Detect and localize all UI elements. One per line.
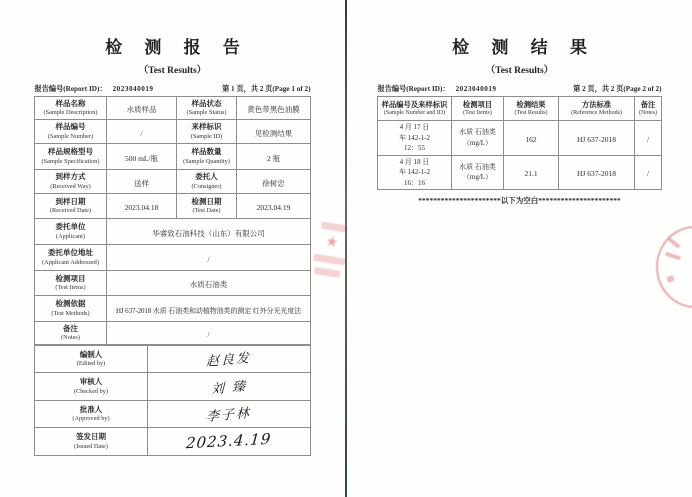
header-notes: 备注 (Notes) [635,97,662,121]
signature-edited-by: 赵良发 [148,346,311,373]
right-meta-row [378,84,662,94]
table-row [35,170,311,194]
seal-text-mark [321,222,345,233]
cell-note: / [635,155,662,190]
label-sample-status: 样品状态 (Sample Status) [177,97,237,120]
label-test-methods: 检测依据 (Test Methods) [35,296,107,322]
value-test-methods: HJ 637-2018 水质 石油类和动植物油类的测定 红外分光光度法 [107,296,311,322]
report-id [35,84,154,94]
cell-test-item: 水质 石油类 （mg/L） [452,121,504,156]
label-received-date: 到样日期 (Received Date) [35,194,107,219]
sample-info-table [34,96,311,345]
left-page-subtitle: （Test Results） [138,66,207,76]
right-page-number: 第 2 页，共 2 页(Page 2 of 2) [573,85,662,93]
value-received-way: 送样 [107,170,177,194]
table-row [35,401,311,428]
results-header-row [378,97,662,121]
table-row [35,271,311,296]
report-id-value: 2023040019 [112,85,154,93]
label-sample-quantity: 样品数量 (Sample Quantity) [177,144,237,170]
value-sample-number: / [107,120,177,144]
signature-table [34,345,311,456]
result-row [378,121,662,156]
seal-text-mark [667,237,680,249]
seal-star-icon: ★ [324,234,340,252]
right-page-subtitle: （Test Results） [485,66,554,76]
label-sample-id: 来样标识 (Sample ID) [177,120,237,144]
seal-text-mark [665,252,681,261]
table-row [35,97,311,120]
label-sample-description: 样品名称 (Sample Description) [35,97,107,120]
label-issued-date: 签发日期 (Issued Date) [35,428,148,456]
red-seal-fragment-right [656,226,692,308]
value-applicant: 华睿致石油科技（山东）有限公司 [107,219,311,245]
cell-sample-id: 4 月 17 日 车 142-1-2 12：55 [378,121,452,156]
table-row [35,245,311,271]
table-row [35,322,311,345]
cell-method: HJ 637-2018 [559,121,635,156]
value-notes: / [107,322,311,345]
right-page [347,0,692,497]
header-test-items: 检测项目 (Test Items) [452,97,504,121]
seal-text-mark [666,275,675,283]
value-applicant-address: / [107,245,311,271]
label-checked-by: 审核人 (Checked by) [35,373,148,401]
table-row [35,120,311,144]
cell-sample-id: 4 月 18 日 车 142-1-2 16：16 [378,155,452,190]
value-sample-specification: 500 mL/瓶 [107,144,177,170]
label-consigner: 委托人 (Consigner) [177,170,237,194]
value-received-date: 2023.04.18 [107,194,177,219]
label-test-items: 检测项目 (Test Items) [35,271,107,296]
value-sample-status: 黄色带黑色油膜 [237,97,311,120]
label-received-way: 到样方式 (Received Way) [35,170,107,194]
report-id [378,84,497,94]
value-test-date: 2023.04.19 [237,194,311,219]
report-id-label: 报告编号(Report ID)： [377,85,450,93]
table-row [35,373,311,401]
table-row [35,194,311,219]
blank-below-note: **********************以下为空白********************** [418,196,621,205]
value-sample-description: 水质样品 [107,97,177,120]
label-approved-by: 批准人 (Approved by) [35,401,148,428]
cell-test-item: 水质 石油类 （mg/L） [452,155,504,190]
value-sample-quantity: 2 瓶 [237,144,311,170]
signature-approved-by: 李子林 [148,401,311,428]
table-row [35,219,311,245]
table-row [35,296,311,322]
cell-test-result: 21.1 [504,155,559,190]
table-row [35,428,311,456]
cell-note: / [635,121,662,156]
left-page-title: 检 测 报 告 [105,38,249,57]
cell-method: HJ 637-2018 [559,155,635,190]
header-reference-methods: 方法标准 (Reference Methods) [559,97,635,121]
report-id-label: 报告编号(Report ID)： [34,85,107,93]
seal-text-mark [314,267,341,278]
value-consigner: 徐树忠 [237,170,311,194]
header-sample-number-id: 样品编号及来样标识 (Sample Number and ID) [378,97,452,121]
test-results-table [377,96,662,190]
result-row [378,155,662,190]
label-applicant-address: 委托单位地址 (Applicant Addressed) [35,245,107,271]
left-page-number: 第 1 页，共 2 页(Page 1 of 2) [222,85,311,93]
label-applicant: 委托单位 (Applicant) [35,219,107,245]
table-row [35,346,311,373]
left-meta-row [35,84,311,94]
label-edited-by: 编制人 (Edited by) [35,346,148,373]
signature-checked-by: 刘 臻 [148,373,311,401]
left-page [0,0,345,497]
header-test-results: 检测结果 (Test Results) [504,97,559,121]
value-issued-date: 2023.4.19 [148,428,311,456]
value-test-items: 水质石油类 [107,271,311,296]
label-sample-specification: 样品规格型号 (Sample Specification) [35,144,107,170]
report-id-value: 2023040019 [455,85,497,93]
label-test-date: 检测日期 (Test Date) [177,194,237,219]
seal-text-mark [313,254,345,266]
value-sample-id: 见检测结果 [237,120,311,144]
label-notes: 备注 (Notes) [35,322,107,345]
table-row [35,144,311,170]
right-page-title: 检 测 结 果 [452,38,596,57]
cell-test-result: 162 [504,121,559,156]
label-sample-number: 样品编号 (Sample Number) [35,120,107,144]
